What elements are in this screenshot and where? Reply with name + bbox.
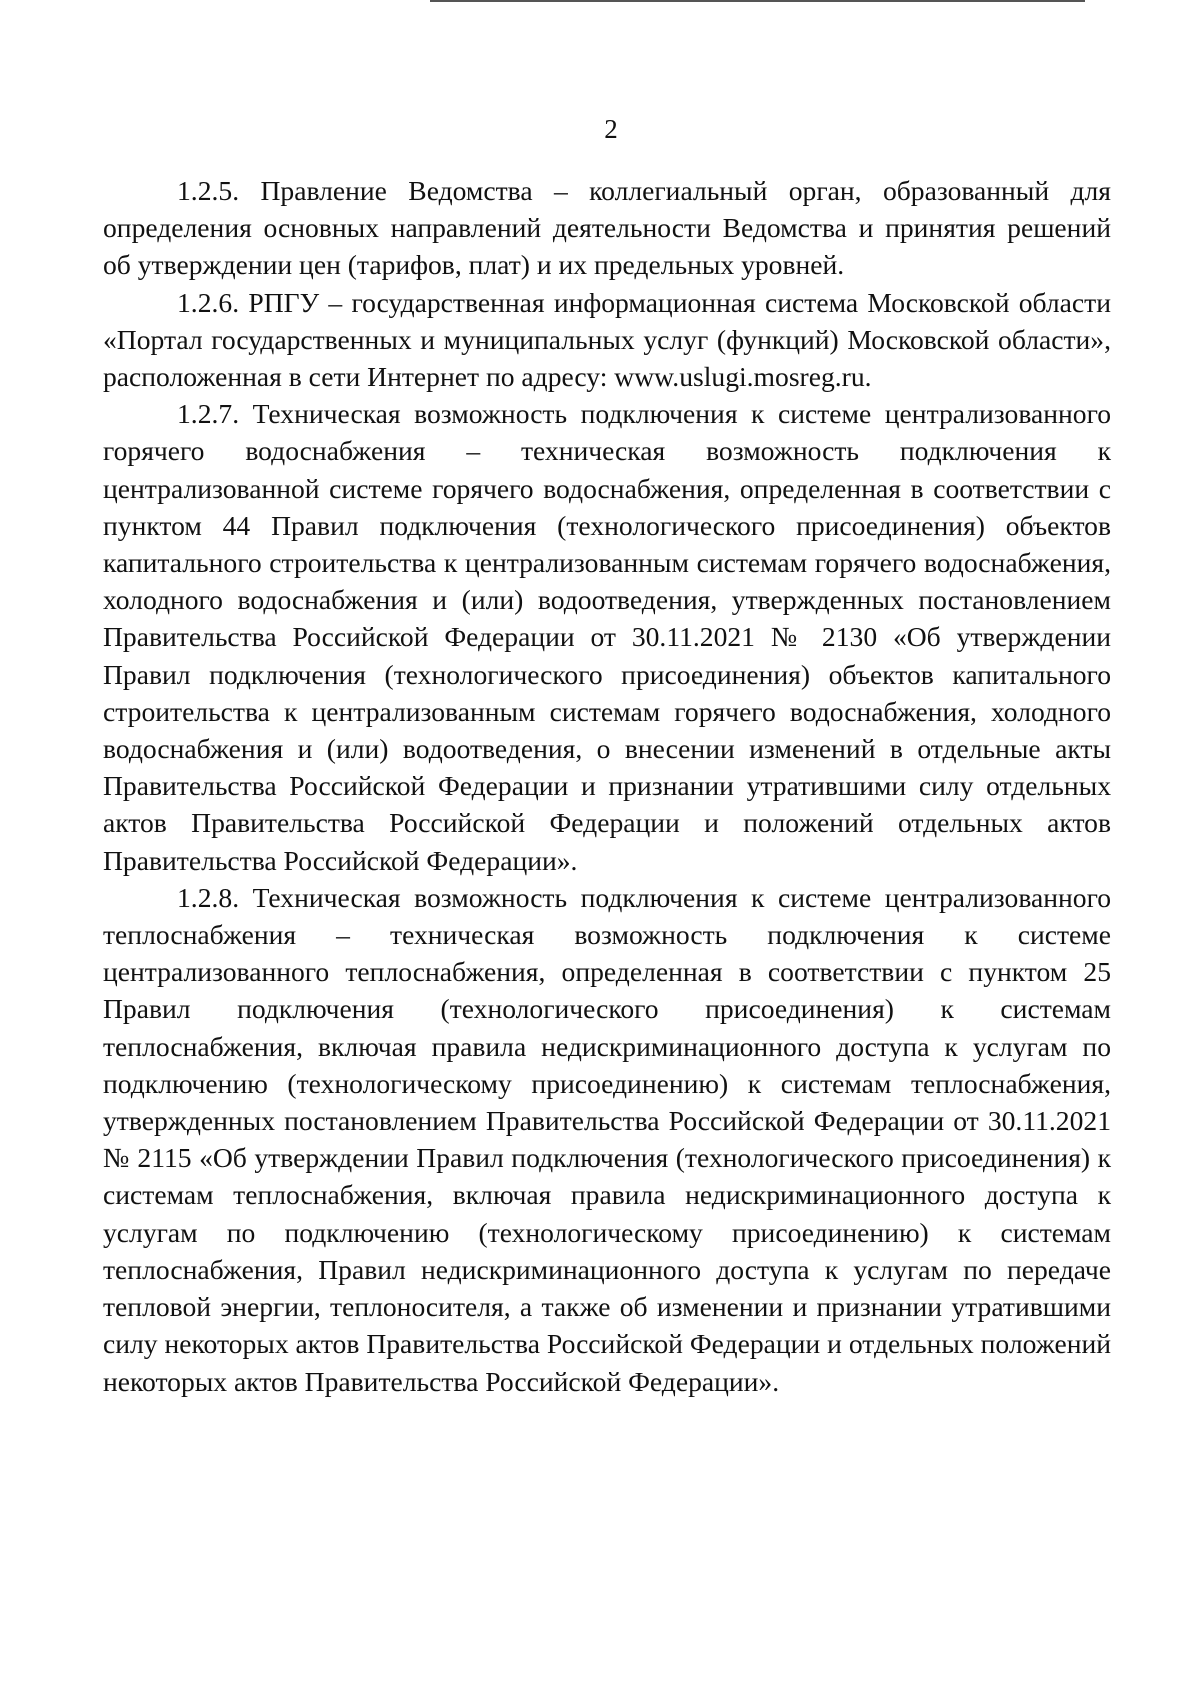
paragraph-1-2-6: 1.2.6. РПГУ – государственная информационная система Московской области «Портал государственных и муниципальных услуг (функций) Московской области», расположенная в сети Интернет по адресу: www.uslugi.mosreg.ru. <box>103 286 1111 393</box>
paragraph-1-2-7: 1.2.7. Техническая возможность подключения к системе централизованного горячего водоснабжения – техническая возможность подключения к централизованной системе горячего водоснабжения, определенная в соответствии с пунктом 44 Правил подключения (технологического присоединения) объектов капитального строительства к централизованным системам горячего водоснабжения, холодного водоснабжения и (или) водоотведения, утвержденных постановлением Правительства Российской Федерации от 30.11.2021 № 2130 «Об утверждении Правил подключения (технологического присоединения) объектов капитального строительства к централизованным системам горячего водоснабжения, холодного водоснабжения и (или) водоотведения, о внесении изменений в отдельные акты Правительства Российской Федерации и признании утратившими силу отдельных актов Правительства Российской Федерации и положений отдельных актов Правительства Российской Федерации». <box>103 398 1111 876</box>
document-body <box>103 172 1111 1400</box>
page-number: 2 <box>604 114 618 144</box>
paragraph-1-2-8: 1.2.8. Техническая возможность подключения к системе централизованного теплоснабжения – техническая возможность подключения к системе централизованного теплоснабжения, определенная в соответствии с пунктом 25 Правил подключения (технологического присоединения) к системам теплоснабжения, включая правила недискриминационного доступа к услугам по подключению (технологическому присоединению) к системам теплоснабжения, утвержденных постановлением Правительства Российской Федерации от 30.11.2021 № 2115 «Об утверждении Правил подключения (технологического присоединения) к системам теплоснабжения, включая правила недискриминационного доступа к услугам по подключению (технологическому присоединению) к системам теплоснабжения, Правил недискриминационного доступа к услугам по передаче тепловой энергии, теплоносителя, а также об изменении и признании утратившими силу некоторых актов Правительства Российской Федерации и отдельных положений некоторых актов Правительства Российской Федерации». <box>103 881 1111 1397</box>
paragraph-1-2-5: 1.2.5. Правление Ведомства – коллегиальный орган, образованный для определения основных направлений деятельности Ведомства и принятия решений об утверждении цен (тарифов, плат) и их предельных уровней. <box>103 175 1111 281</box>
top-scan-rule <box>430 0 1085 2</box>
